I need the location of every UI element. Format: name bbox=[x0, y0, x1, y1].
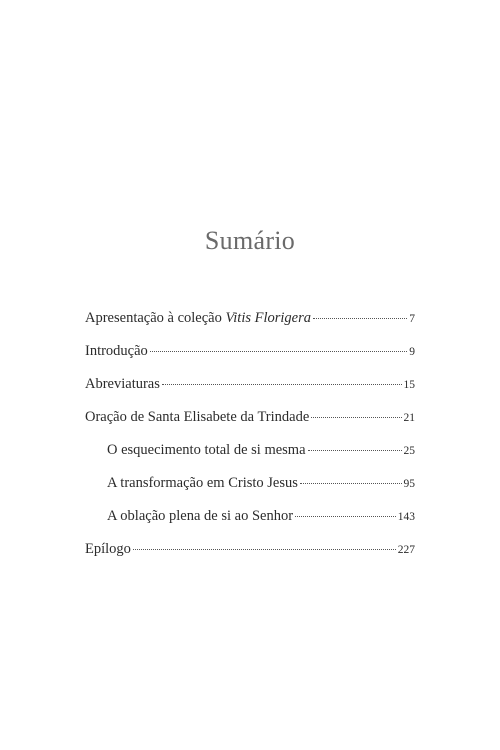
toc-entry-label: Abreviaturas bbox=[85, 376, 160, 392]
toc-entry-label: O esquecimento total de si mesma bbox=[107, 442, 306, 458]
toc-entry-label bbox=[85, 310, 311, 327]
toc-entry-label: Oração de Santa Elisabete da Trindade bbox=[85, 409, 310, 425]
toc-entry-esquecimento bbox=[85, 442, 415, 475]
page-title: Sumário bbox=[204, 226, 296, 255]
toc-entry-page: 15 bbox=[403, 379, 415, 391]
toc-entry-oblacao bbox=[85, 508, 415, 541]
dot-leader bbox=[300, 483, 402, 484]
toc-entry-epilogo bbox=[85, 541, 415, 574]
toc-entry-label-text: Apresentação à coleção bbox=[85, 310, 226, 326]
toc-entry-label: A transformação em Cristo Jesus bbox=[107, 475, 298, 491]
toc-entry-apresentacao bbox=[85, 310, 415, 343]
toc-entry-label-italic: Vitis Florigera bbox=[225, 310, 312, 326]
toc-entry-page: 25 bbox=[403, 445, 415, 457]
toc-entry-oracao bbox=[85, 409, 415, 442]
toc-entry-page: 143 bbox=[397, 511, 415, 523]
toc-entry-label: A oblação plena de si ao Senhor bbox=[107, 508, 294, 524]
table-of-contents bbox=[85, 310, 415, 574]
dot-leader bbox=[308, 450, 402, 451]
toc-entry-label: Epílogo bbox=[85, 541, 131, 557]
dot-leader bbox=[313, 318, 407, 319]
toc-entry-introducao bbox=[85, 343, 415, 376]
toc-entry-page: 7 bbox=[409, 313, 415, 325]
toc-entry-label: Introdução bbox=[85, 343, 148, 359]
toc-entry-page: 9 bbox=[409, 346, 415, 358]
toc-entry-page: 21 bbox=[403, 412, 415, 424]
toc-entry-abreviaturas bbox=[85, 376, 415, 409]
dot-leader bbox=[150, 351, 407, 352]
toc-entry-page: 95 bbox=[403, 478, 415, 490]
toc-entry-transformacao bbox=[85, 475, 415, 508]
dot-leader bbox=[162, 384, 402, 385]
dot-leader bbox=[133, 549, 396, 550]
toc-entry-page: 227 bbox=[397, 544, 415, 556]
dot-leader bbox=[311, 417, 401, 418]
dot-leader bbox=[295, 516, 396, 517]
